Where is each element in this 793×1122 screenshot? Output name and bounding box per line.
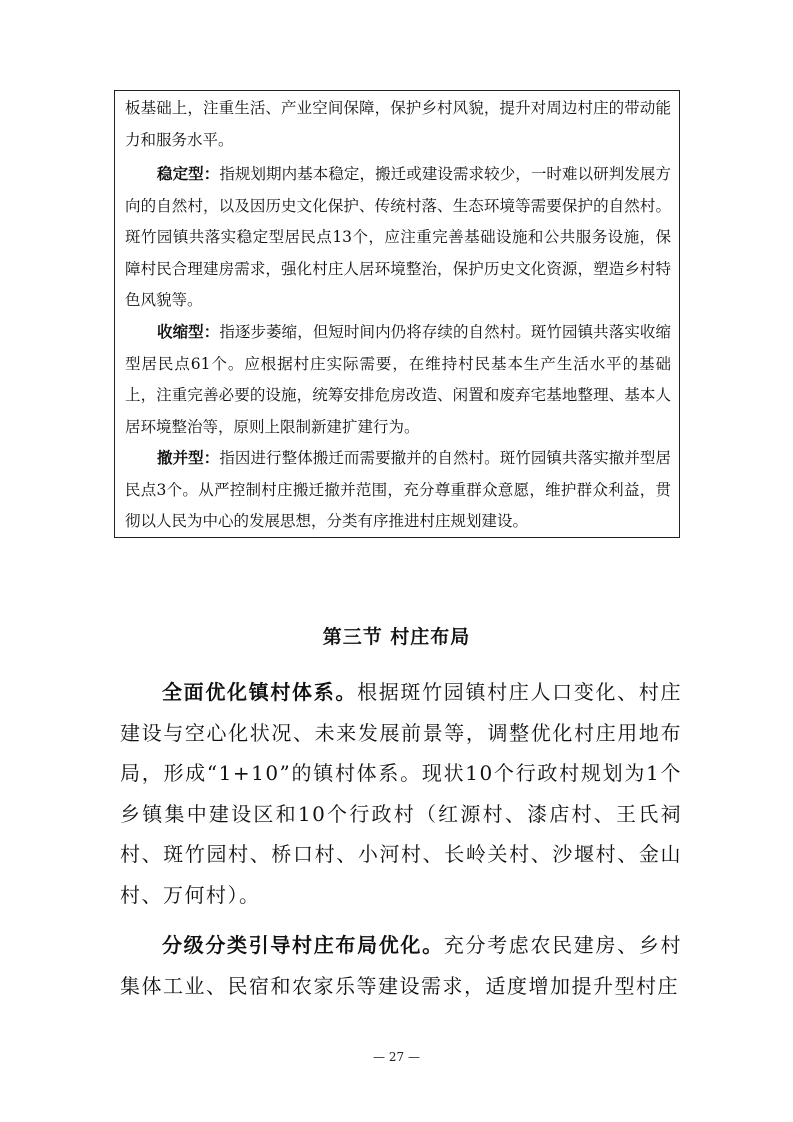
stable-type-heading: 稳定型： [157, 165, 220, 183]
paragraph-1-heading: 全面优化镇村体系。 [162, 680, 358, 704]
stable-type-paragraph [125, 159, 671, 317]
shrink-type-heading: 收缩型： [157, 323, 220, 341]
stable-type-text: 指规划期内基本稳定，搬迁或建设需求较少，一时难以研判发展方向的自然村，以及因历史文化保护、传统村落、生态环境等需要保护的自然村。斑竹园镇共落实稳定型居民点13个，应注重完善基础设施和公共服务设施，保障村民合理建房需求，强化村庄人居环境整治，保护历史文化资源，塑造乡村特色风貌等。 [125, 165, 671, 309]
box-paragraph-continued: 板基础上，注重生活、产业空间保障，保护乡村风貌，提升对周边村庄的带动能力和服务水平。 [125, 99, 671, 149]
paragraph-2-heading: 分级分类引导村庄布局优化。 [162, 933, 444, 957]
merge-type-paragraph [125, 443, 671, 538]
body-paragraph-2 [120, 925, 682, 1006]
page-number: — 27 — [373, 1050, 420, 1064]
body-paragraph-1 [120, 672, 682, 915]
paragraph-2-text: 充分考虑农民建房、乡村集体工业、民宿和农家乐等建设需求，适度增加提升型村庄 [120, 933, 683, 998]
shrink-type-paragraph [125, 317, 671, 443]
section-title: 第三节 村庄布局 [322, 626, 471, 648]
paragraph-1-text: 根据斑竹园镇村庄人口变化、村庄建设与空心化状况、未来发展前景等，调整优化村庄用地布局，形成“1+10”的镇村体系。现状10个行政村规划为1个乡镇集中建设区和10个行政村（红源村、漆店村、王氏祠村、斑竹园村、桥口村、小河村、长岭关村、沙堰村、金山村、万何村）。 [120, 680, 683, 907]
village-type-textbox [114, 90, 680, 538]
shrink-type-text: 指逐步萎缩，但短时间内仍将存续的自然村。斑竹园镇共落实收缩型居民点61个。应根据村庄实际需要，在维持村民基本生产生活水平的基础上，注重完善必要的设施，统筹安排危房改造、闲置和废弃宅基地整理、基本人居环境整治等，原则上限制新建扩建行为。 [125, 323, 671, 436]
merge-type-text: 指因进行整体搬迁而需要撤并的自然村。斑竹园镇共落实撤并型居民点3个。从严控制村庄搬迁撤并范围，充分尊重群众意愿，维护群众利益，贯彻以人民为中心的发展思想，分类有序推进村庄规划建设。 [125, 449, 671, 530]
merge-type-heading: 撤并型： [157, 449, 220, 467]
